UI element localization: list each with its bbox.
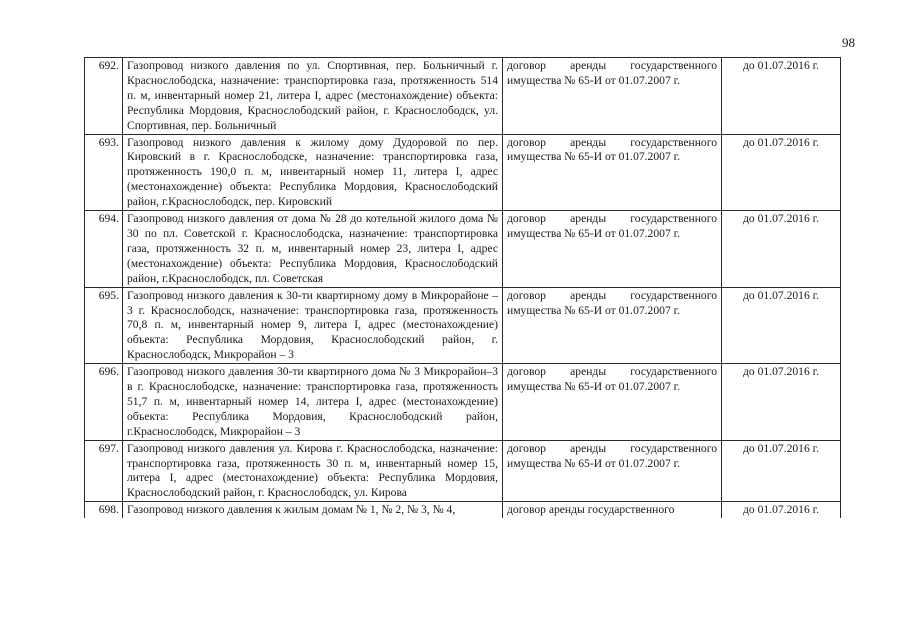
term: до 01.07.2016 г. (722, 58, 841, 135)
table-row (85, 134, 841, 211)
object-description: Газопровод низкого давления по ул. Спортивная, пер. Больничный г. Краснослободска, назначение: транспортировка газа, протяженность 514 п. м, инвентарный номер 21, литера I, адрес (местонахождение) объекта: Республика Мордовия, Краснослободский район, г. Краснослободск, ул. Спортивная, пер. Больничный (123, 58, 503, 135)
table-row (85, 58, 841, 135)
legal-basis: договор аренды государственного имущества № 65-И от 01.07.2007 г. (503, 287, 722, 364)
legal-basis: договор аренды государственного имущества № 65-И от 01.07.2007 г. (503, 58, 722, 135)
row-number: 698. (85, 502, 123, 518)
legal-basis: договор аренды государственного имущества № 65-И от 01.07.2007 г. (503, 440, 722, 502)
legal-basis: договор аренды государственного имущества № 65-И от 01.07.2007 г. (503, 134, 722, 211)
object-description: Газопровод низкого давления ул. Кирова г. Краснослободска, назначение: транспортировка газа, протяженность 30 п. м, инвентарный номер 15, литера I, адрес (местонахождение) объекта: Республика Мордовия, Краснослободский район, г. Краснослободск, ул. Кирова (123, 440, 503, 502)
row-number: 695. (85, 287, 123, 364)
term: до 01.07.2016 г. (722, 211, 841, 288)
table-row (85, 502, 841, 518)
object-description: Газопровод низкого давления от дома № 28 до котельной жилого дома № 30 по пл. Советской г. Краснослободска, назначение: транспортировка газа, протяженность 32 п. м, инвентарный номер 23, литера I, адрес (местонахождение) объекта: Республика Мордовия, Краснослободский район, г.Краснослободск, пл. Советская (123, 211, 503, 288)
legal-basis: договор аренды государственного (503, 502, 722, 518)
row-number: 692. (85, 58, 123, 135)
object-description: Газопровод низкого давления к 30-ти квартирному дому в Микрорайоне – 3 г. Краснослободск, назначение: транспортировка газа, протяженность 70,8 п. м, инвентарный номер 9, литера I, адрес (местонахождение) объекта: Республика Мордовия, Краснослободский район, г. Краснослободск, Микрорайон – 3 (123, 287, 503, 364)
table-row (85, 440, 841, 502)
object-description: Газопровод низкого давления 30-ти квартирного дома № 3 Микрорайон–3 в г. Краснослободске, назначение: транспортировка газа, протяженность 51,7 п. м, инвентарный номер 14, литера I, адрес (местонахождение) объекта: Республика Мордовия, Краснослободский район, г.Краснослободск, Микрорайон – 3 (123, 364, 503, 441)
term: до 01.07.2016 г. (722, 287, 841, 364)
row-number: 697. (85, 440, 123, 502)
row-number: 693. (85, 134, 123, 211)
object-description: Газопровод низкого давления к жилым домам № 1, № 2, № 3, № 4, (123, 502, 503, 518)
legal-basis: договор аренды государственного имущества № 65-И от 01.07.2007 г. (503, 211, 722, 288)
table-row (85, 364, 841, 441)
term: до 01.07.2016 г. (722, 440, 841, 502)
object-description: Газопровод низкого давления к жилому дому Дудоровой по пер. Кировский в г. Краснослободске, назначение: транспортировка газа, протяженность 190,0 п. м, инвентарный номер 11, литера I, адрес (местонахождение) объекта: Республика Мордовия, Краснослободский район, г.Краснослободск, пер. Кировский (123, 134, 503, 211)
row-number: 694. (85, 211, 123, 288)
row-number: 696. (85, 364, 123, 441)
property-registry-table (84, 57, 841, 518)
legal-basis: договор аренды государственного имущества № 65-И от 01.07.2007 г. (503, 364, 722, 441)
term: до 01.07.2016 г. (722, 502, 841, 518)
term: до 01.07.2016 г. (722, 134, 841, 211)
page-number: 98 (842, 35, 855, 50)
table-row (85, 211, 841, 288)
table-row (85, 287, 841, 364)
term: до 01.07.2016 г. (722, 364, 841, 441)
